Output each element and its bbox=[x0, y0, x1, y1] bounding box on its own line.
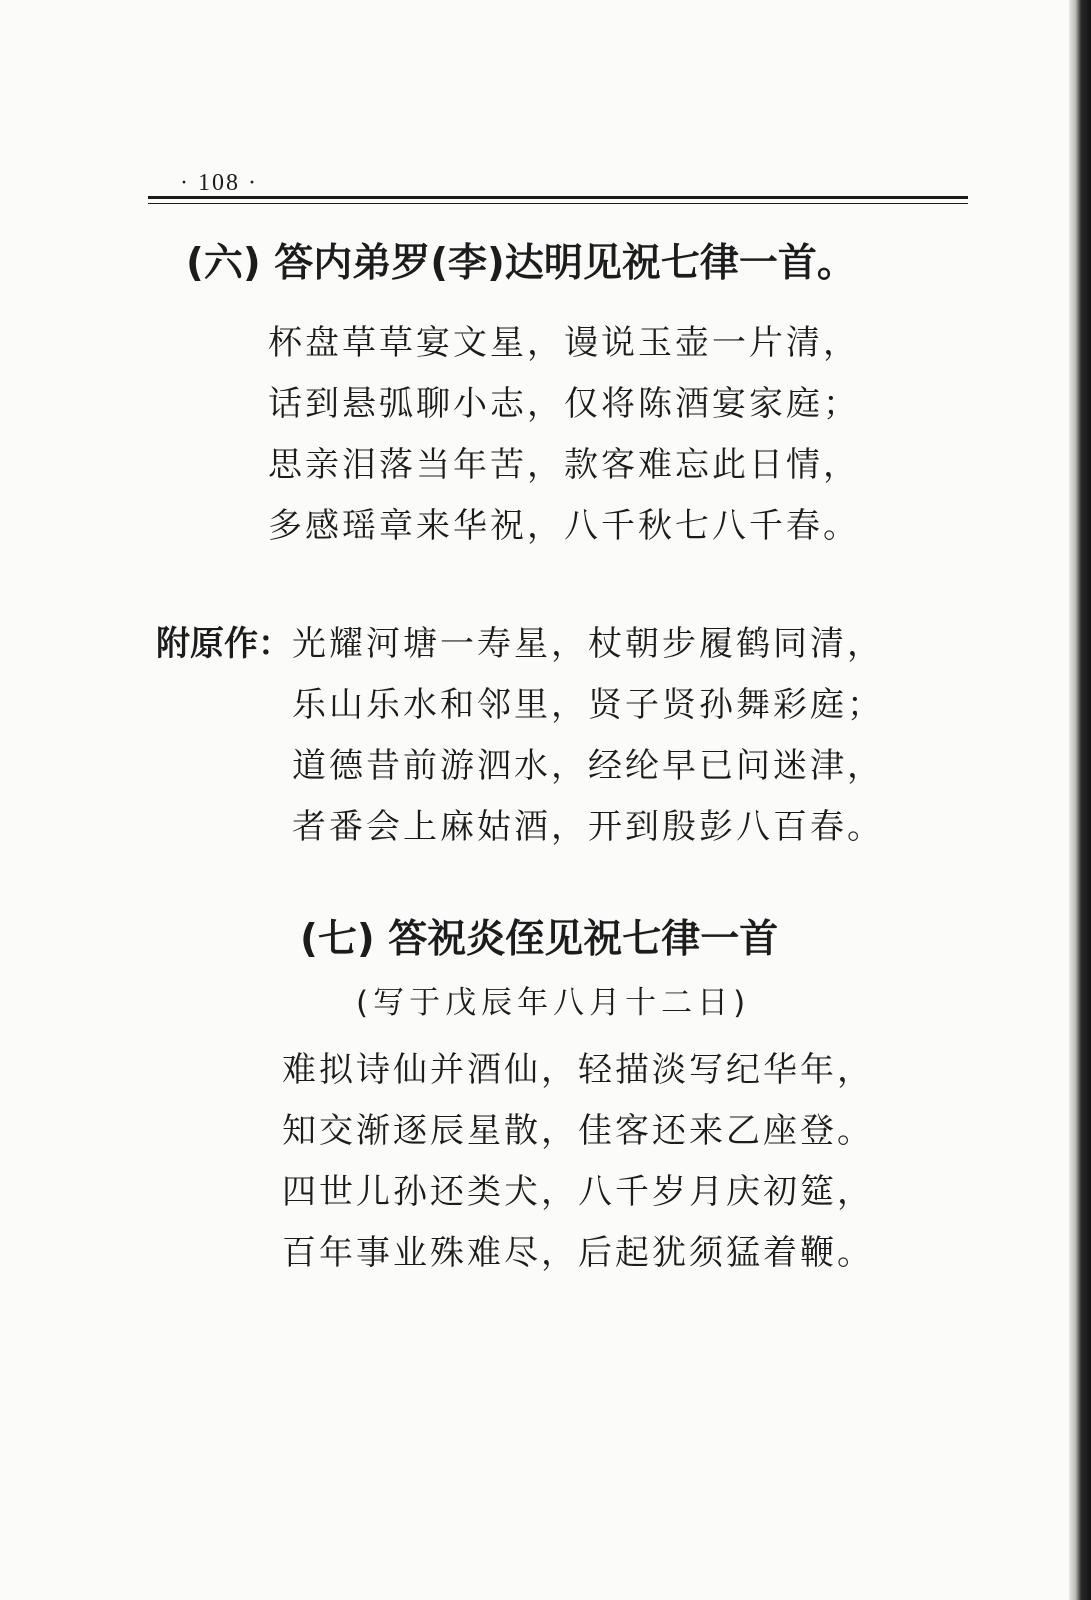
header-rule-thick bbox=[148, 196, 968, 199]
original-work-label: 附原作： bbox=[156, 624, 292, 664]
section-6-title: (六) 答内弟罗(李)达明见祝七律一首。 bbox=[186, 241, 856, 286]
page-number: · 108 · bbox=[180, 170, 258, 196]
poem-line: 乐山乐水和邻里，贤子贤孙舞彩庭； bbox=[292, 685, 884, 725]
poem-line: 道德昔前游泗水，经纶早已问迷津， bbox=[292, 746, 884, 786]
poem-line: 难拟诗仙并酒仙，轻描淡写纪华年， bbox=[282, 1050, 874, 1090]
section-7-poem bbox=[282, 1040, 874, 1284]
poem-line: 杯盘草草宴文星，谩说玉壶一片清， bbox=[268, 323, 860, 363]
original-work-poem bbox=[292, 614, 884, 858]
poem-line: 百年事业殊难尽，后起犹须猛着鞭。 bbox=[282, 1233, 874, 1273]
poem-line: 多感瑶章来华祝，八千秋七八千春。 bbox=[268, 506, 860, 546]
header-rule-thin bbox=[148, 203, 968, 204]
poem-line: 知交渐逐辰星散，佳客还来乙座登。 bbox=[282, 1111, 874, 1151]
poem-line: 者番会上麻姑酒，开到殷彭八百春。 bbox=[292, 807, 884, 847]
poem-line: 思亲泪落当年苦，款客难忘此日情， bbox=[268, 445, 860, 485]
section-6-poem bbox=[268, 313, 860, 557]
section-7-subtitle: (写于戊辰年八月十二日) bbox=[356, 985, 751, 1021]
poem-line: 光耀河塘一寿星，杖朝步履鹤同清， bbox=[292, 624, 884, 664]
poem-line: 四世儿孙还类犬，八千岁月庆初筵， bbox=[282, 1172, 874, 1212]
section-7-title: (七) 答祝炎侄见祝七律一首 bbox=[300, 917, 779, 962]
page-edge-shadow bbox=[1069, 0, 1091, 1600]
poem-line: 话到悬弧聊小志，仅将陈酒宴家庭； bbox=[268, 384, 860, 424]
